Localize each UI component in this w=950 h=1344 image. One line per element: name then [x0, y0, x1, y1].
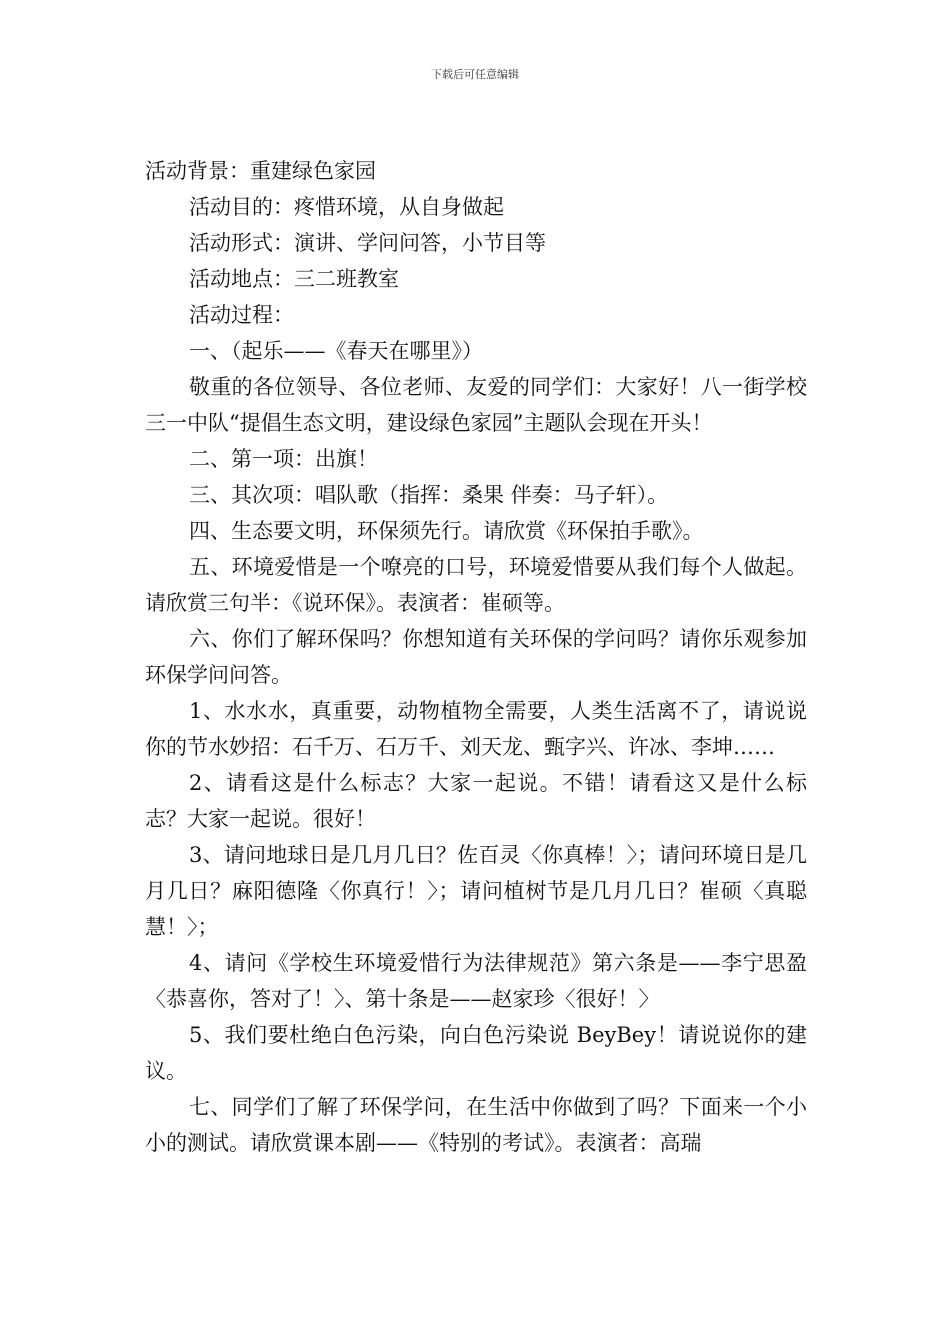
- paragraph-location: 活动地点：三二班教室: [189, 267, 399, 291]
- paragraph-step-3: 三、其次项：唱队歌（指挥：桑果 伴奏：马子轩）。: [189, 483, 669, 507]
- page-header-note: 下载后可任意编辑: [431, 68, 519, 81]
- paragraph-background: 活动背景：重建绿色家园: [145, 159, 376, 183]
- paragraph-greeting: 敬重的各位领导、各位老师、友爱的同学们：大家好！八一街学校三一中队“提倡生态文明，建设绿色家园”主题队会现在开头！: [145, 375, 807, 435]
- paragraph-quiz-3: 3、请问地球日是几月几日？佐百灵〈你真棒！〉；请问环境日是几月几日？麻阳德隆〈你真行！〉；请问植树节是几月几日？崔硕〈真聪慧！〉；: [145, 843, 807, 939]
- paragraph-step-5: 五、环境爱惜是一个嘹亮的口号，环境爱惜要从我们每个人做起。请欣赏三句半：《说环保》。表演者：崔硕等。: [145, 555, 807, 615]
- paragraph-quiz-4: 4、请问《学校生环境爱惜行为法律规范》第六条是——李宁思盈〈恭喜你，答对了！〉、第十条是——赵家珍〈很好！〉: [145, 951, 807, 1011]
- paragraph-step-1: 一、（起乐——《春天在哪里》）: [189, 339, 483, 363]
- paragraph-format: 活动形式：演讲、学问问答，小节目等: [189, 231, 546, 255]
- document-body: [145, 153, 807, 1161]
- paragraph-purpose: 活动目的：疼惜环境，从自身做起: [189, 195, 504, 219]
- paragraph-step-2: 二、第一项：出旗！: [189, 447, 378, 471]
- paragraph-step-7: 七、同学们了解了环保学问，在生活中你做到了吗？下面来一个小小的测试。请欣赏课本剧——《特别的考试》。表演者：高瑞: [145, 1095, 807, 1155]
- paragraph-quiz-1: 1、水水水，真重要，动物植物全需要，人类生活离不了，请说说你的节水妙招：石千万、石万千、刘天龙、甄字兴、许冰、李坤……: [145, 699, 807, 759]
- paragraph-step-6: 六、你们了解环保吗？你想知道有关环保的学问吗？请你乐观参加环保学问问答。: [145, 627, 807, 687]
- paragraph-quiz-2: 2、请看这是什么标志？大家一起说。不错！请看这又是什么标志？大家一起说。很好！: [145, 771, 807, 831]
- paragraph-process-heading: 活动过程：: [189, 303, 294, 327]
- paragraph-quiz-5: 5、我们要杜绝白色污染，向白色污染说 BeyBey！请说说你的建议。: [145, 1023, 807, 1083]
- paragraph-step-4: 四、生态要文明，环保须先行。请欣赏《环保拍手歌》。: [189, 519, 704, 543]
